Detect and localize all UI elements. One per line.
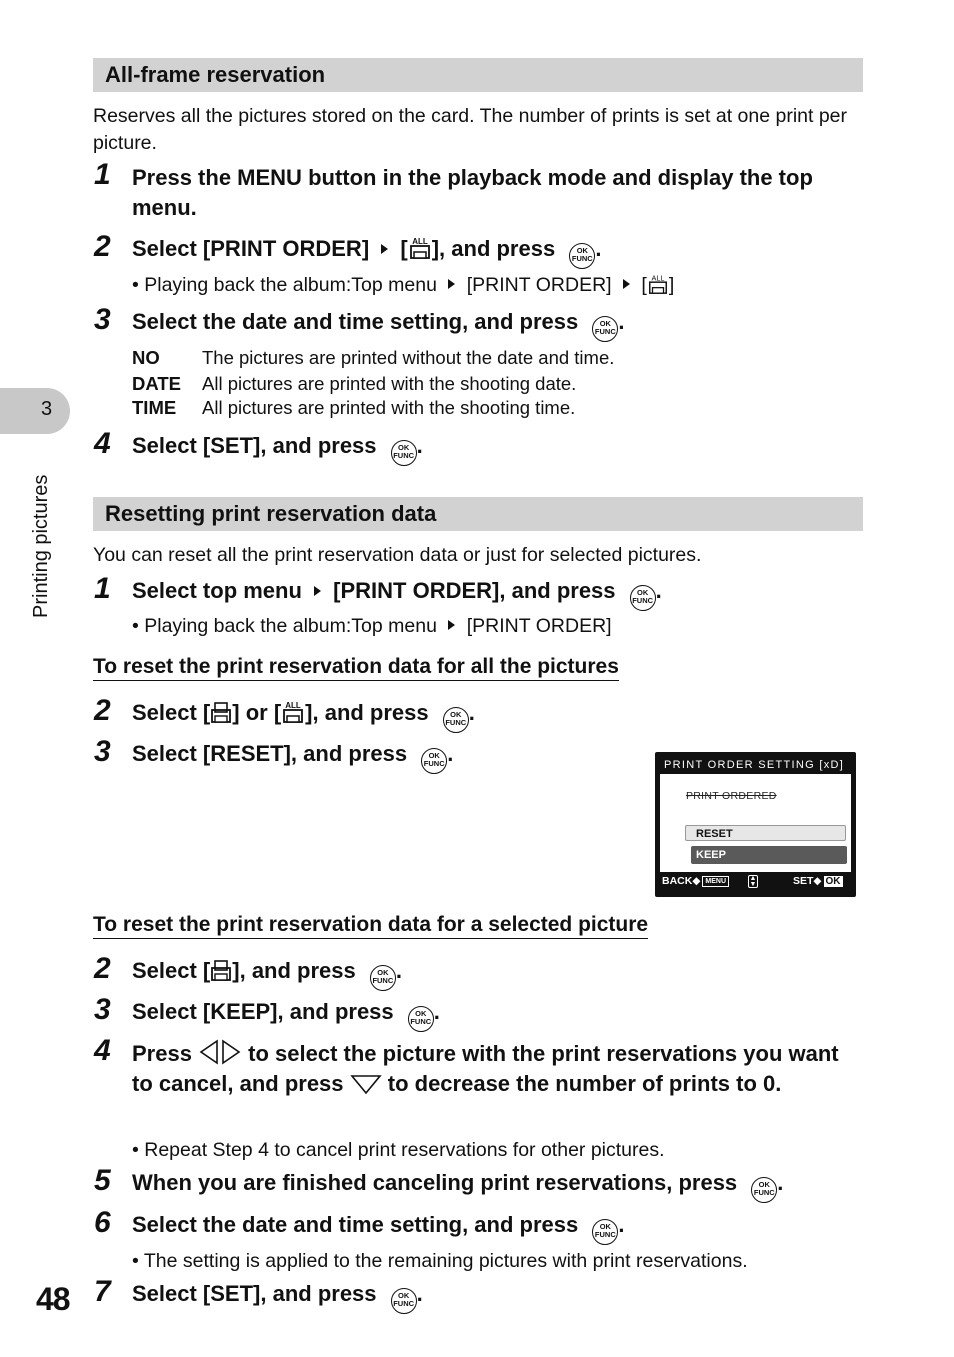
step-note: • Playing back the album:Top menu [PRINT ORDER] bbox=[132, 615, 612, 637]
svg-text:ALL: ALL bbox=[285, 701, 301, 710]
step-text: Select [SET], and press OK FUNC . bbox=[132, 431, 862, 466]
step-note: • Playing back the album:Top menu [PRINT ORDER] [ ALL ] bbox=[132, 273, 675, 296]
step-number: 2 bbox=[94, 230, 111, 263]
camera-screen bbox=[655, 752, 856, 897]
step-text: When you are finished canceling print reservations, press OK FUNC . bbox=[132, 1168, 862, 1203]
screen-body bbox=[660, 774, 851, 872]
chapter-number: 3 bbox=[41, 398, 53, 420]
arrow-right-icon bbox=[448, 279, 455, 289]
step-number: 1 bbox=[94, 572, 111, 605]
menu-key-icon: MENU bbox=[702, 876, 729, 887]
section-header-all-frame bbox=[93, 58, 863, 92]
ok-func-button-icon: OK FUNC bbox=[443, 707, 469, 733]
step-text: Select [KEEP], and press OK FUNC . bbox=[132, 997, 862, 1032]
ok-func-button-icon: OK FUNC bbox=[751, 1177, 777, 1203]
intro-text: You can reset all the print reservation data or just for selected pictures. bbox=[93, 544, 702, 566]
ok-func-button-icon: OK FUNC bbox=[630, 585, 656, 611]
step-number: 5 bbox=[94, 1164, 111, 1197]
step-number: 3 bbox=[94, 993, 111, 1026]
option-desc: The pictures are printed without the date and time. bbox=[202, 347, 615, 368]
step-number: 6 bbox=[94, 1206, 111, 1239]
option-key: NO bbox=[132, 347, 160, 368]
ok-func-button-icon: OK FUNC bbox=[391, 440, 417, 466]
step-number: 1 bbox=[94, 158, 111, 191]
option-desc: All pictures are printed with the shooting date. bbox=[202, 373, 577, 394]
print-ordered-label: PRINT ORDERED bbox=[686, 790, 777, 802]
keep-option[interactable]: KEEP bbox=[691, 846, 847, 864]
up-down-icon: ▲ ▼ bbox=[749, 875, 757, 888]
step-number: 2 bbox=[94, 694, 111, 727]
ok-func-button-icon: OK FUNC bbox=[408, 1006, 434, 1032]
step-text: Select [RESET], and press OK FUNC . bbox=[132, 739, 632, 774]
svg-text:ALL: ALL bbox=[411, 237, 428, 246]
step-number: 3 bbox=[94, 303, 111, 336]
chapter-title: Printing pictures bbox=[30, 474, 52, 618]
step-text: Select top menu [PRINT ORDER], and press OK FUNC . bbox=[132, 576, 862, 611]
step-number: 4 bbox=[94, 1034, 111, 1067]
arrow-right-icon bbox=[381, 244, 388, 254]
ok-func-button-icon: OK FUNC bbox=[569, 243, 595, 269]
back-hint: BACK◆ MENU bbox=[662, 875, 729, 887]
intro-text: Reserves all the pictures stored on the card. The number of prints is set at one print per picture. bbox=[93, 105, 848, 154]
step-text: Select [SET], and press OK FUNC . bbox=[132, 1279, 862, 1314]
reset-option[interactable]: RESET bbox=[685, 825, 846, 841]
down-arrow-icon bbox=[350, 1073, 382, 1095]
option-desc: All pictures are printed with the shooting time. bbox=[202, 397, 576, 418]
step-text: Select the date and time setting, and press OK FUNC . bbox=[132, 307, 862, 342]
left-right-arrows-icon bbox=[198, 1039, 242, 1065]
step-number: 4 bbox=[94, 427, 111, 460]
ok-func-button-icon: OK FUNC bbox=[592, 316, 618, 342]
section-header-resetting bbox=[93, 497, 863, 531]
step-number: 3 bbox=[94, 735, 111, 768]
step-text: Select the date and time setting, and press OK FUNC . bbox=[132, 1210, 862, 1245]
ok-func-button-icon: OK FUNC bbox=[592, 1219, 618, 1245]
page-number: 48 bbox=[36, 1281, 70, 1317]
screen-title: PRINT ORDER SETTING [xD] bbox=[664, 759, 845, 771]
menu-button-label: MENU bbox=[237, 165, 302, 190]
subsection-title: To reset the print reservation data for a selected picture bbox=[93, 913, 648, 939]
single-print-icon bbox=[210, 958, 232, 982]
single-print-icon bbox=[210, 700, 232, 724]
arrow-right-icon bbox=[623, 279, 630, 289]
option-key: DATE bbox=[132, 373, 181, 394]
all-print-icon bbox=[647, 273, 669, 295]
ok-func-button-icon: OK FUNC bbox=[391, 1288, 417, 1314]
section-title: All-frame reservation bbox=[105, 62, 326, 87]
step-note: • Repeat Step 4 to cancel print reservations for other pictures. bbox=[132, 1139, 665, 1161]
step-number: 2 bbox=[94, 952, 111, 985]
set-hint: SET◆ OK bbox=[793, 875, 841, 887]
all-print-icon bbox=[408, 236, 432, 260]
step-text: Press to select the picture with the print reservations you want to cancel, and press to decrease the number of prints to 0. bbox=[132, 1041, 839, 1096]
option-key: TIME bbox=[132, 397, 177, 418]
step-text: Select [ ], and press OK FUNC . bbox=[132, 956, 862, 991]
chapter-title-vertical bbox=[30, 450, 58, 620]
ok-func-button-icon: OK FUNC bbox=[421, 748, 447, 774]
arrow-right-icon bbox=[314, 586, 321, 596]
all-print-icon bbox=[281, 700, 305, 724]
ok-key-icon: OK bbox=[825, 876, 841, 887]
svg-text:ALL: ALL bbox=[651, 273, 665, 283]
section-title: Resetting print reservation data bbox=[105, 501, 437, 526]
step-number: 7 bbox=[94, 1275, 111, 1308]
arrow-right-icon bbox=[448, 620, 455, 630]
step-text: Press the MENU button in the playback mode and display the top menu. bbox=[132, 165, 813, 220]
subsection-title: To reset the print reservation data for all the pictures bbox=[93, 655, 619, 681]
screen-footer bbox=[660, 873, 851, 891]
step-text: Select [PRINT ORDER] [ ALL ], and press OK FUNC . bbox=[132, 234, 862, 269]
chapter-tab bbox=[0, 388, 70, 434]
ok-func-button-icon: OK FUNC bbox=[370, 965, 396, 991]
step-text: Select [ ] or [ ALL ], and press OK FUNC . bbox=[132, 698, 862, 733]
step-note: • The setting is applied to the remaining pictures with print reservations. bbox=[132, 1250, 748, 1272]
